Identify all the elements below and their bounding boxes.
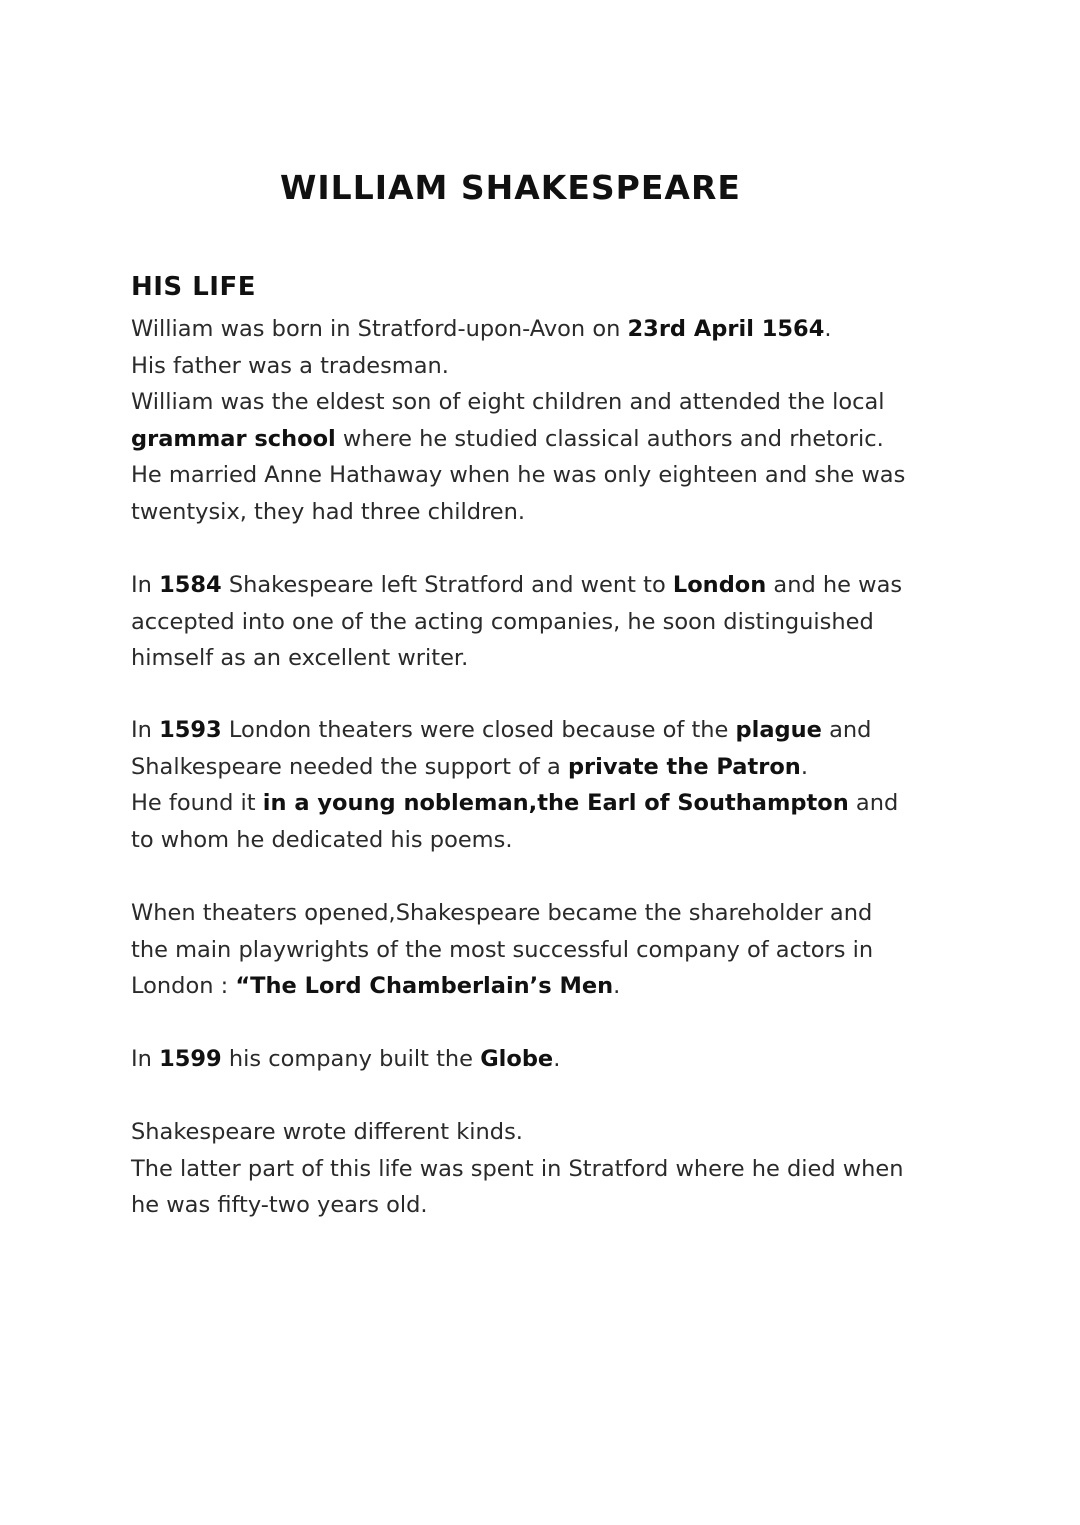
text-run: Shakespeare left Stratford and went to <box>221 572 673 598</box>
bold-text-year-1593: 1593 <box>159 717 222 743</box>
text-run: He found it <box>131 790 263 817</box>
text-line <box>131 785 961 822</box>
paragraph-globe-1599 <box>131 1041 961 1078</box>
paragraph-lord-chamberlains-men <box>131 895 961 1005</box>
text-run: . <box>800 753 808 780</box>
text-line: His father was a tradesman. <box>131 352 449 379</box>
paragraph-plague-1593 <box>131 712 961 858</box>
paragraph-later-life <box>131 1114 961 1224</box>
bold-text-globe: Globe <box>480 1046 554 1072</box>
text-line: twentysix, they had three children. <box>131 498 526 525</box>
page-title: WILLIAM SHAKESPEARE <box>280 168 741 207</box>
text-line: William was the eldest son of eight children and attended the local <box>131 389 885 416</box>
text-run: In <box>131 572 160 598</box>
paragraph-birth-family <box>131 311 961 531</box>
bold-text-grammar-school: grammar school <box>131 425 336 452</box>
text-line: Shakespeare wrote different kinds. <box>131 1119 523 1145</box>
text-run: London theaters were closed because of the <box>221 717 736 743</box>
text-line: When theaters opened,Shakespeare became the shareholder and <box>131 900 873 926</box>
text-run: In <box>131 1046 160 1072</box>
text-line: He married Anne Hathaway when he was only eighteen and she was <box>131 462 906 489</box>
text-run: Shalkespeare needed the support of a <box>131 753 568 780</box>
text-line <box>131 421 961 458</box>
text-run: and <box>821 717 872 743</box>
paragraph-london-1584 <box>131 567 961 677</box>
section-heading-his-life: HIS LIFE <box>131 272 256 302</box>
text-run: his company built the <box>221 1046 481 1072</box>
text-run: and <box>848 790 899 817</box>
bold-text-earl-of-southampton: in a young nobleman,the Earl of Southampton <box>262 790 849 817</box>
text-line <box>131 567 961 604</box>
text-run: where he studied classical authors and rhetoric. <box>335 425 884 452</box>
bold-text-patron: private the Patron <box>567 753 801 780</box>
text-run: . <box>824 316 832 342</box>
text-line <box>131 968 961 1005</box>
text-run: and he was <box>766 572 903 598</box>
bold-text-plague: plague <box>735 717 822 743</box>
text-run: William was born in Stratford-upon-Avon on <box>131 316 628 342</box>
text-run: London : <box>131 973 236 1000</box>
text-line: The latter part of this life was spent in Stratford where he died when <box>131 1155 904 1182</box>
text-run: In <box>131 717 160 743</box>
text-line: the main playwrights of the most successful company of actors in <box>131 936 874 963</box>
bold-text-company-name: “The Lord Chamberlain’s Men <box>235 973 614 1000</box>
text-line <box>131 1041 961 1078</box>
text-line: accepted into one of the acting companies, he soon distinguished <box>131 608 874 635</box>
bold-text-year-1599: 1599 <box>159 1046 222 1072</box>
text-line: he was fifty-two years old. <box>131 1192 428 1219</box>
bold-text-birth-date: 23rd April 1564 <box>627 316 825 342</box>
bold-text-london: London <box>672 572 767 598</box>
text-run: . <box>553 1046 561 1072</box>
text-line: to whom he dedicated his poems. <box>131 826 513 853</box>
text-run: . <box>613 973 621 1000</box>
text-line <box>131 712 961 749</box>
text-line: himself as an excellent writer. <box>131 645 469 672</box>
text-line <box>131 749 961 786</box>
text-line <box>131 311 961 348</box>
bold-text-year-1584: 1584 <box>159 572 222 598</box>
